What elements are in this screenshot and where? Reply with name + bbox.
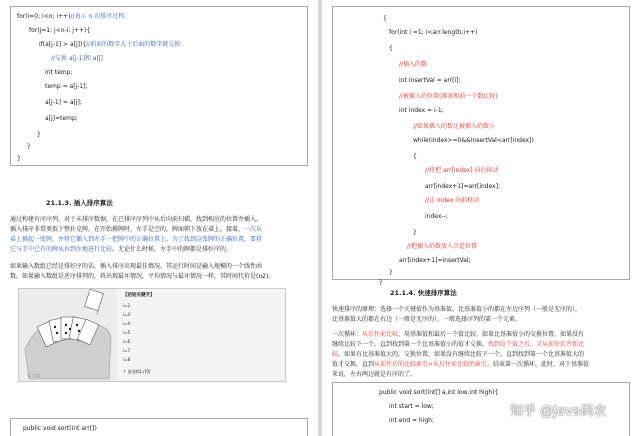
code-line: a[j]=temp; [45, 115, 78, 122]
code-line: } [379, 279, 383, 286]
sort-step-row: i=5 [123, 330, 131, 335]
illustration-title: 【初始关键字】 [123, 293, 155, 298]
sort-step-row: i=7 [123, 348, 131, 353]
code-line: for(i=0; i<n; i++)//表示 n 次排序过程。 [17, 13, 131, 20]
code-line: int temp; [45, 69, 73, 76]
section-heading: 21.1.3. 插入排序算法 [46, 199, 113, 207]
image-caption: © 百度 [27, 373, 41, 378]
sort-step-row: i=2 [123, 303, 131, 308]
code-line: int insertVal = arr[i]; [399, 77, 461, 84]
paragraph: 如果输入数组已经是排好序的话，插入排序出现最佳情况，其运行时间是输入规模的一个线性函 数。如果输入数组是逆序排列的，将出现最坏情况。平均情况与最坏情况一样，其时间代价是(n2)。 [10, 263, 275, 280]
code-line: for(j=1; j<n-i; j++){ [29, 27, 91, 34]
sentinel-label: ↑ 监视哨L.r[0] [123, 369, 151, 374]
insertion-sort-illustration [18, 288, 286, 382]
code-line: index--; [425, 213, 448, 220]
sort-signature-code-box [10, 418, 308, 436]
hand-holding-cards-image [19, 289, 117, 381]
code-line: } [17, 155, 21, 162]
code-line: for(int i =1; i<arr.length;i++) [389, 29, 478, 36]
code-line: int index = i-1; [399, 107, 444, 114]
code-line: //交换 a[j-1]和 a[j] [51, 55, 103, 62]
insertion-sort-code-box [332, 6, 630, 286]
code-line: { [413, 153, 417, 160]
code-line: } [27, 143, 31, 150]
code-comment: //被插入的位置(准备和前一个数比较) [399, 93, 498, 100]
code-line: arr[index+1]=arr[index]; [425, 183, 501, 190]
sort-step-row: i=3 [123, 312, 131, 317]
zhihu-watermark: 知乎 @Java码农 [510, 404, 607, 419]
paragraph: 一次循环：从后往前比较，用基准值和最后一个值比较，如果比基准值小的交换位置，如果没有 继续比较下一个，直到找到第一个比基准值小的值才交换。找到这个值之后，又从前往后开始比 较，如果有比基准值大的，交换位置，如果没有继续比较下一个，直到找到第一个比基准值大的 值才交换。直到从前往后的比较索引>从后往前比较的索引，结束第一次循环，此时，对于基准值 来说，左右两边就是有序的了。 [332, 331, 590, 378]
sort-step-row: i=8 [123, 357, 131, 362]
paragraph: 快速排序的原理：选择一个关键值作为基准值。比基准值小的都在左边序列（一般是无序的）， 比基准值大的都在右边（一般是无序的）。一般选择序列的第一个元素。 [332, 306, 582, 323]
code-comment: //把插入的数放入合适位置 [407, 243, 478, 250]
code-line: int end = high; [389, 417, 434, 424]
code-line: a[j-1] = a[j]; [45, 99, 82, 106]
code-line: int start = low; [389, 403, 434, 410]
code-line: arr[index+1]=insertVal; [399, 257, 471, 264]
code-line: public void sort(int arr[]) [23, 425, 97, 432]
sort-step-row: i=6 [123, 339, 131, 344]
code-line: { [383, 15, 387, 22]
bubble-sort-code-box [10, 6, 308, 166]
code-line: } [413, 229, 417, 236]
code-line: } [389, 269, 393, 276]
code-line: if(a[j-1] > a[j]){//前面的数字大于后面的数字就交换 [39, 41, 181, 48]
code-comment: //将把 arr[index] 向后移动 [425, 167, 499, 174]
right-page [322, 0, 640, 436]
code-line: public void sort(int[] a,int low,int high){ [379, 389, 499, 396]
code-comment: //让 index 向前移动 [425, 197, 480, 204]
code-comment: //插入的数 [399, 61, 428, 68]
left-page [0, 0, 318, 436]
code-line: while(index>=0&&insertVal<arr[index]) [413, 137, 534, 144]
section-heading: 21.1.4. 快速排序算法 [390, 289, 457, 297]
sort-step-row: i=4 [123, 321, 131, 326]
code-line: temp = a[j-1]; [45, 83, 88, 90]
paragraph: 通过构建有序序列，对于未排序数据，在已排序序列中从后向前扫描，找到相应的位置并插入。 插入排序非常类似于整扑克牌。在开始摸牌时，左手是空的，牌面朝下放在桌上。接着，一次从 桌上摸起一张牌，并将它插入到左手一把牌中的正确位置上。为了找到这张牌的正确位置，要将 它与手中已有的牌从右到左地进行比较。无论什么时候，左手中的牌都是排好序的。 [10, 216, 263, 253]
code-comment: //如果插入的数比被插入的数小 [413, 123, 496, 130]
code-line: { [389, 45, 393, 52]
code-line: } [37, 131, 41, 138]
